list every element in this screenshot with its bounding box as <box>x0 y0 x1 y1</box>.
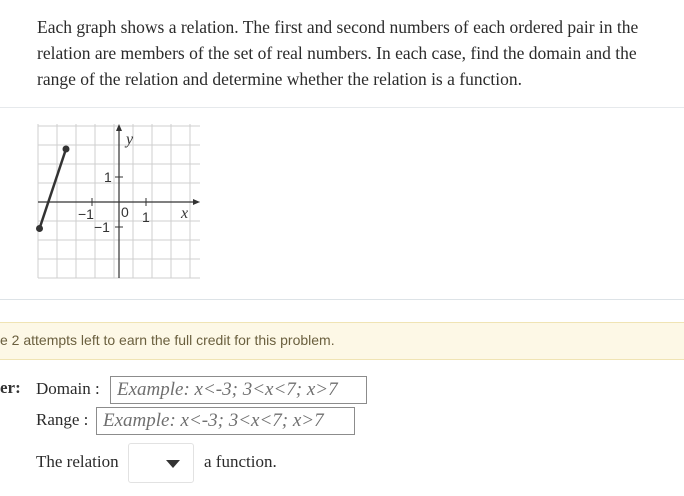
relation-suffix: a function. <box>204 452 277 471</box>
origin-label: 0 <box>121 204 129 220</box>
tick-label-x-neg: −1 <box>78 206 94 222</box>
x-axis-arrow <box>193 199 200 205</box>
segment-endpoint-bottom <box>36 225 43 232</box>
tick-label-x-pos: 1 <box>142 209 150 225</box>
domain-label: Domain : <box>36 379 100 398</box>
divider-top <box>0 107 684 108</box>
y-axis-label: y <box>126 131 134 148</box>
domain-input[interactable] <box>110 376 367 404</box>
y-axis-arrow <box>116 124 122 131</box>
range-label: Range : <box>36 410 89 429</box>
relation-segment <box>40 149 67 229</box>
tick-label-y-pos: 1 <box>104 169 112 185</box>
problem-statement: Each graph shows a relation. The first and second numbers of each ordered pair in the relation are members of the set of real numbers. In each case, find the domain and the range of the relation and determine whether the relation is a function. <box>37 17 639 89</box>
tick-label-y-neg: −1 <box>94 219 110 235</box>
chevron-down-icon <box>166 460 180 468</box>
divider-bottom <box>0 299 684 300</box>
function-select[interactable] <box>128 443 194 483</box>
attempts-banner <box>0 322 684 360</box>
attempts-text: e 2 attempts left to earn the full credit for this problem. <box>0 332 335 348</box>
answer-tag: er: <box>0 378 21 397</box>
x-axis-label: x <box>181 205 189 222</box>
relation-prefix: The relation <box>36 452 119 471</box>
segment-endpoint-top <box>63 146 70 153</box>
range-input[interactable] <box>96 407 355 435</box>
relation-graph <box>34 120 204 282</box>
